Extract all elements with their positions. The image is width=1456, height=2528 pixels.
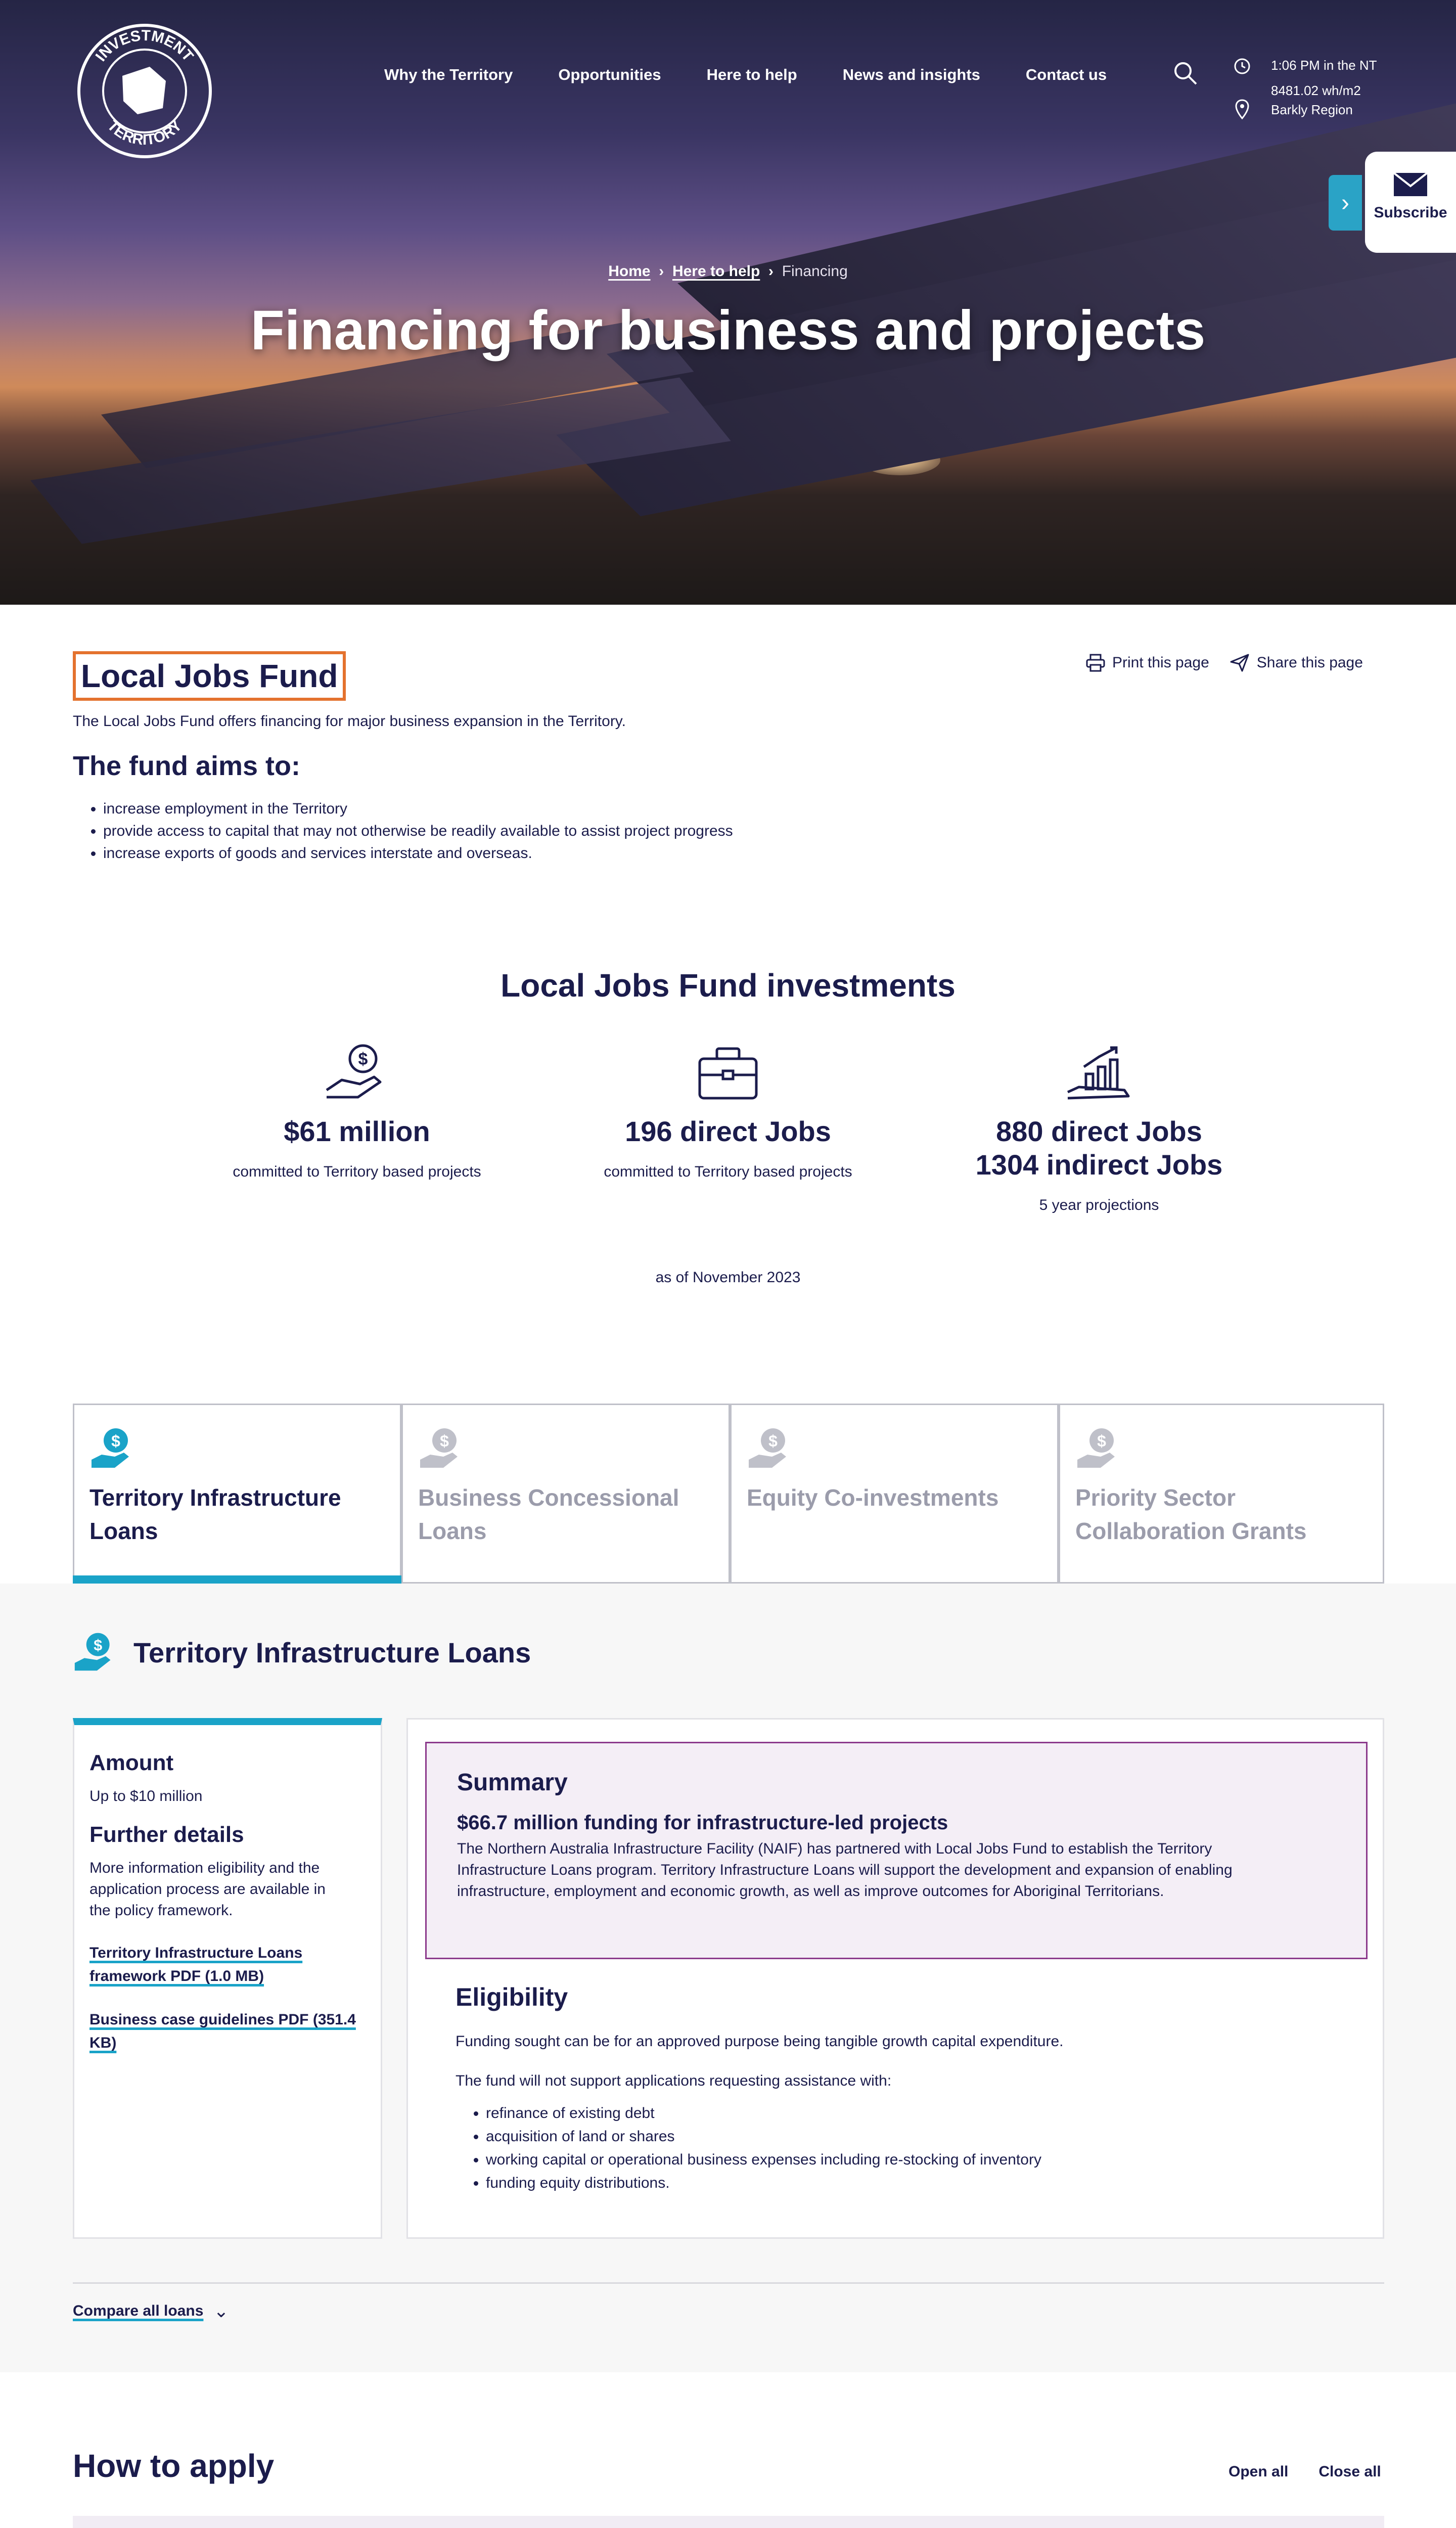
print-page-button[interactable]	[1086, 653, 1209, 672]
breadcrumb-home[interactable]: Home	[608, 263, 651, 280]
list-item: • refinance of existing debt	[486, 2102, 1041, 2125]
eligibility-text: Funding sought can be for an approved purpose being tangible growth capital expenditure.	[456, 2033, 1064, 2050]
amount-title: Amount	[89, 1750, 174, 1775]
hand-money-icon	[322, 1042, 392, 1102]
stat-value: $61 million	[284, 1115, 430, 1147]
investment-territory-logo[interactable]	[74, 20, 215, 162]
investments-as-of: as of November 2023	[655, 1269, 801, 1286]
summary-text: Infrastructure Loans program. Territory Infrastructure Loans will support the development and expansion of enabling	[457, 1862, 1233, 1878]
chevron-down-icon	[1350, 2516, 1364, 2528]
chevron-down-icon: ⌄	[213, 2300, 229, 2321]
compare-label: Compare all loans	[73, 2303, 204, 2319]
list-item: • funding equity distributions.	[486, 2172, 1041, 2195]
stat-value: 880 direct Jobs	[996, 1115, 1202, 1147]
tab-label: Loans	[89, 1518, 158, 1544]
list-item: • provide access to capital that may not otherwise be readily available to assist project progress	[103, 820, 733, 842]
svg-text:INVESTMENT	[93, 27, 197, 65]
tab-label: Territory Infrastructure	[89, 1484, 341, 1511]
logo-text-bottom: TERRITORY	[104, 117, 186, 149]
hand-money-icon	[73, 1630, 116, 1674]
chevron-right-icon: ›	[764, 263, 778, 280]
divider	[73, 2282, 1384, 2284]
nt-time: 1:06 PM in the NT	[1271, 58, 1377, 73]
details-title: Further details	[89, 1822, 244, 1847]
summary-text: The Northern Australia Infrastructure Facility (NAIF) has partnered with Local Jobs Fund to establish the Territory	[457, 1840, 1212, 1857]
subscribe-toggle[interactable]	[1329, 175, 1362, 231]
loan-panel	[0, 1584, 1456, 2372]
loan-sidebar	[73, 1718, 382, 2239]
link-text: Business case guidelines PDF (351.4	[89, 2011, 356, 2028]
list-item: • increase exports of goods and services interstate and overseas.	[103, 842, 733, 865]
tab-territory-infrastructure-loans[interactable]	[73, 1404, 401, 1584]
open-all-button[interactable]: Open all	[1228, 2463, 1289, 2480]
compare-all-loans-button[interactable]	[73, 2300, 229, 2322]
tab-label: Loans	[418, 1518, 487, 1544]
accordion-step-1[interactable]	[73, 2516, 1384, 2528]
nav-here-to-help[interactable]: Here to help	[706, 66, 797, 83]
hand-money-icon	[747, 1425, 792, 1471]
main-nav	[384, 66, 1107, 84]
tab-label: Priority Sector	[1075, 1484, 1236, 1511]
svg-text:$: $	[94, 1637, 103, 1654]
tab-priority-sector-grants[interactable]	[1059, 1404, 1384, 1584]
share-icon	[1230, 653, 1250, 672]
nav-contact-us[interactable]: Contact us	[1025, 66, 1107, 83]
svg-text:$: $	[111, 1432, 120, 1450]
tab-label: Equity Co-investments	[747, 1484, 999, 1511]
nt-info	[1234, 56, 1377, 119]
stat-caption: committed to Territory based projects	[233, 1163, 481, 1180]
accordion-controls-top	[1228, 2463, 1381, 2480]
summary-text: infrastructure, employment and economic growth, as well as improve outcomes for Aboriginal Territorians.	[457, 1883, 1164, 1900]
summary-box	[425, 1742, 1368, 1959]
stat-caption: 5 year projections	[1039, 1197, 1159, 1213]
details-text: the policy framework.	[89, 1902, 233, 1919]
printer-icon	[1086, 654, 1105, 672]
list-item: • working capital or operational business expenses including re-stocking of inventory	[486, 2148, 1041, 2172]
summary-title: Summary	[457, 1769, 568, 1796]
tab-label: Business Concessional	[418, 1484, 679, 1511]
share-page-button[interactable]	[1230, 653, 1363, 672]
svg-text:$: $	[1097, 1432, 1106, 1450]
framework-pdf-link[interactable]	[89, 1942, 366, 1988]
stat-caption: committed to Territory based projects	[604, 1163, 852, 1180]
list-item: • increase employment in the Territory	[103, 798, 733, 820]
details-text: More information eligibility and the	[89, 1860, 320, 1876]
eligibility-title: Eligibility	[456, 1983, 568, 2011]
close-all-button[interactable]: Close all	[1318, 2463, 1381, 2480]
intro-lead: The Local Jobs Fund offers financing for major business expansion in the Territory.	[73, 713, 626, 730]
breadcrumb-here-to-help[interactable]: Here to help	[672, 263, 760, 280]
tab-business-concessional-loans[interactable]	[401, 1404, 730, 1584]
hand-money-icon	[1075, 1425, 1121, 1471]
tab-equity-co-investments[interactable]	[730, 1404, 1059, 1584]
aims-title: The fund aims to:	[73, 751, 300, 781]
amount-value: Up to $10 million	[89, 1788, 203, 1804]
loan-main	[406, 1718, 1384, 2239]
share-label: Share this page	[1256, 654, 1363, 671]
subscribe-label: Subscribe	[1374, 204, 1447, 221]
stat-value: 196 direct Jobs	[625, 1115, 831, 1147]
summary-subtitle: $66.7 million funding for infrastructure-led projects	[457, 1812, 948, 1834]
details-text: application process are available in	[89, 1881, 326, 1898]
stat-direct-jobs	[556, 1042, 900, 1181]
link-text: Territory Infrastructure Loans	[89, 1945, 303, 1961]
hero-title: Financing for business and projects	[250, 299, 1206, 362]
search-icon[interactable]	[1173, 61, 1198, 86]
subscribe-button[interactable]	[1365, 152, 1456, 253]
briefcase-icon	[693, 1042, 763, 1102]
svg-text:TERRITORY	[104, 117, 186, 148]
region-name: Barkly Region	[1271, 102, 1353, 117]
page-title: Local Jobs Fund	[73, 651, 346, 701]
svg-text:$: $	[768, 1432, 778, 1450]
apply-title: How to apply	[73, 2448, 275, 2484]
stat-value-secondary: 1304 indirect Jobs	[975, 1149, 1223, 1181]
hand-money-icon	[418, 1425, 464, 1471]
link-text: KB)	[89, 2035, 117, 2051]
solar-reading: 8481.02 wh/m2	[1271, 83, 1361, 98]
stat-funding	[185, 1042, 529, 1181]
svg-text:$: $	[358, 1050, 368, 1069]
eligibility-list	[486, 2102, 1041, 2195]
envelope-icon	[1393, 172, 1428, 197]
investments-title: Local Jobs Fund investments	[500, 967, 956, 1004]
guidelines-pdf-link[interactable]	[89, 2008, 366, 2055]
hand-money-icon	[89, 1425, 135, 1471]
nav-news-insights[interactable]: News and insights	[842, 66, 980, 83]
aims-list	[73, 798, 733, 865]
print-label: Print this page	[1112, 654, 1209, 671]
location-pin-icon	[1235, 99, 1250, 119]
link-text: framework PDF (1.0 MB)	[89, 1968, 264, 1984]
list-item: • acquisition of land or shares	[486, 2125, 1041, 2148]
nav-why-territory[interactable]: Why the Territory	[384, 66, 513, 83]
clock-icon	[1234, 58, 1251, 75]
chevron-right-icon: ›	[654, 263, 668, 280]
breadcrumb-current: Financing	[782, 263, 848, 280]
stat-projected-jobs	[927, 1042, 1271, 1214]
chevron-right-icon: ›	[1341, 189, 1349, 216]
breadcrumb	[0, 263, 1456, 280]
nav-opportunities[interactable]: Opportunities	[558, 66, 661, 83]
tab-label: Collaboration Grants	[1075, 1518, 1307, 1544]
logo-text-top: INVESTMENT	[92, 27, 197, 65]
page-tools	[1086, 653, 1363, 672]
loan-title: Territory Infrastructure Loans	[133, 1637, 531, 1668]
hand-growth-icon	[1064, 1042, 1134, 1102]
hero-banner	[0, 0, 1456, 605]
svg-text:$: $	[440, 1432, 449, 1450]
eligibility-text: The fund will not support applications requesting assistance with:	[456, 2072, 892, 2089]
